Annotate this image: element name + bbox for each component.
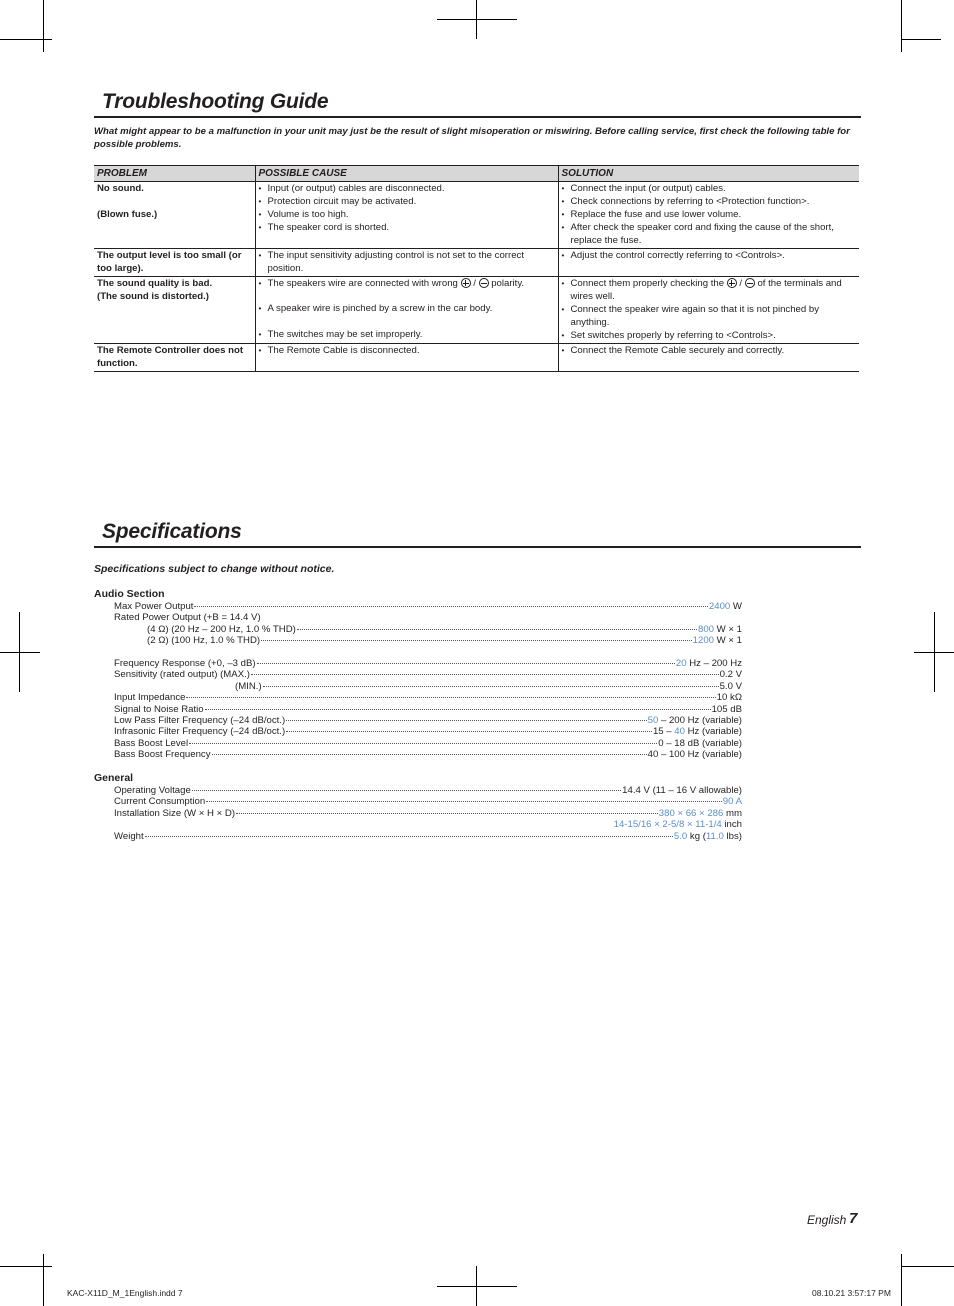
table-row bbox=[94, 182, 859, 249]
cause-text: polarity. bbox=[491, 278, 525, 289]
spec-value: 2400 bbox=[708, 601, 731, 612]
spec-label: (4 Ω) (20 Hz – 200 Hz, 1.0 % THD) bbox=[147, 623, 296, 635]
solution-text: Connect them properly checking the bbox=[570, 278, 725, 289]
spec-value: 10 kΩ bbox=[716, 692, 742, 704]
spec-label: Infrasonic Filter Frequency (–24 dB/oct.) bbox=[114, 726, 286, 738]
general-spec-list bbox=[114, 785, 742, 842]
solution-cell bbox=[558, 182, 859, 249]
specifications-title: Specifications bbox=[102, 520, 242, 543]
spec-value: 90 bbox=[722, 796, 734, 808]
spec-unit: W × 1 bbox=[714, 635, 742, 647]
solution-cell bbox=[558, 344, 859, 372]
spec-row bbox=[114, 715, 742, 726]
solution-item: • Connect the speaker wire again so that it is not pinched by anything. bbox=[562, 303, 857, 329]
spec-value: 0.2 V bbox=[719, 669, 742, 681]
spec-label: Bass Boost Frequency bbox=[114, 749, 211, 761]
spec-row bbox=[114, 726, 742, 737]
footer-language: English bbox=[807, 1213, 847, 1227]
spec-label: Bass Boost Level bbox=[114, 737, 189, 749]
title-rule bbox=[94, 546, 861, 548]
cause-item: • Volume is too high. bbox=[259, 208, 555, 221]
solution-item: • Replace the fuse and use lower volume. bbox=[562, 208, 857, 221]
spec-value: 380 × 66 × 286 bbox=[658, 807, 724, 819]
spec-row bbox=[114, 738, 742, 749]
general-section-heading: General bbox=[94, 772, 134, 784]
title-rule bbox=[94, 116, 861, 118]
spec-row bbox=[114, 819, 742, 830]
audio-spec-list bbox=[114, 601, 742, 760]
spec-row bbox=[114, 704, 742, 715]
spec-row bbox=[114, 692, 742, 703]
spec-value: 20 bbox=[675, 657, 687, 669]
spec-row bbox=[114, 785, 742, 796]
spec-label: Installation Size (W × H × D) bbox=[114, 807, 236, 819]
solution-cell bbox=[558, 277, 859, 344]
spec-unit: Hz – 200 Hz bbox=[686, 657, 742, 669]
solution-item: • Connect the Remote Cable securely and correctly. bbox=[562, 344, 857, 357]
header-cause: POSSIBLE CAUSE bbox=[255, 166, 558, 182]
cause-item: • The speaker cord is shorted. bbox=[259, 221, 555, 234]
spec-label: Operating Voltage bbox=[114, 785, 191, 796]
table-row bbox=[94, 249, 859, 277]
spec-label: Frequency Response (+0, –3 dB) bbox=[114, 657, 256, 669]
spec-unit: lbs) bbox=[723, 830, 742, 842]
spec-unit: mm bbox=[723, 807, 742, 819]
spec-value: 40 bbox=[674, 726, 685, 738]
spec-unit: kg ( bbox=[687, 830, 706, 842]
cause-item: • Protection circuit may be activated. bbox=[259, 195, 555, 208]
problem-cell bbox=[94, 344, 255, 372]
spec-row bbox=[114, 635, 742, 646]
plus-polarity-icon bbox=[727, 278, 737, 288]
troubleshooting-title: Troubleshooting Guide bbox=[102, 90, 329, 113]
solution-item: • Check connections by referring to <Protection function>. bbox=[562, 195, 857, 208]
spec-unit: Hz (variable) bbox=[684, 726, 742, 738]
cause-item: • The switches may be set improperly. bbox=[259, 328, 555, 341]
spec-value: 800 bbox=[697, 623, 714, 635]
problem-text: The sound quality is bad. bbox=[97, 278, 213, 289]
spec-value: 50 bbox=[647, 714, 659, 726]
spec-label: Max Power Output bbox=[114, 601, 194, 612]
minus-polarity-icon bbox=[479, 278, 489, 288]
spec-value: 5.0 bbox=[673, 830, 688, 842]
spec-row bbox=[114, 601, 742, 612]
cause-item: • The Remote Cable is disconnected. bbox=[259, 344, 555, 357]
cause-cell bbox=[255, 344, 558, 372]
specifications-notice: Specifications subject to change without notice. bbox=[94, 563, 335, 575]
solution-text: of the terminals and wires well. bbox=[570, 278, 842, 302]
spec-row bbox=[114, 831, 742, 842]
cause-item: • Input (or output) cables are disconnected. bbox=[259, 182, 555, 195]
cause-text: The speakers wire are connected with wrong bbox=[267, 278, 458, 289]
plus-polarity-icon bbox=[461, 278, 471, 288]
solution-item: • Set switches properly by referring to <Controls>. bbox=[562, 329, 857, 342]
problem-text: (The sound is distorted.) bbox=[97, 291, 209, 302]
spec-value: 5.0 V bbox=[719, 680, 742, 692]
solution-item: • After check the speaker cord and fixing the cause of the short, replace the fuse. bbox=[562, 221, 857, 247]
spec-unit: inch bbox=[721, 819, 742, 831]
audio-section-heading: Audio Section bbox=[94, 588, 165, 600]
spec-row bbox=[114, 658, 742, 669]
spec-value: 105 dB bbox=[711, 703, 742, 715]
spec-label: Rated Power Output (+B = 14.4 V) bbox=[114, 612, 261, 624]
solution-item: • Adjust the control correctly referring to <Controls>. bbox=[562, 249, 857, 262]
spec-row bbox=[114, 796, 742, 807]
spec-value: 14.4 V (11 – 16 V allowable) bbox=[622, 785, 742, 796]
cause-item: • A speaker wire is pinched by a screw in the car body. bbox=[259, 302, 555, 315]
problem-text: The Remote Controller does not function. bbox=[97, 345, 244, 369]
header-solution: SOLUTION bbox=[558, 166, 859, 182]
solution-cell bbox=[558, 249, 859, 277]
solution-item: • Connect the input (or output) cables. bbox=[562, 182, 857, 195]
spec-row bbox=[114, 681, 742, 692]
spec-label: Current Consumption bbox=[114, 796, 206, 808]
problem-text: No sound. bbox=[97, 183, 144, 194]
spec-row bbox=[114, 612, 742, 623]
slug-timestamp: 08.10.21 3:57:17 PM bbox=[812, 1288, 891, 1298]
spec-label: (MIN.) bbox=[235, 680, 262, 692]
troubleshooting-table bbox=[94, 165, 859, 372]
cause-cell bbox=[255, 277, 558, 344]
problem-text: The output level is too small (or too large). bbox=[97, 250, 242, 274]
problem-cell bbox=[94, 249, 255, 277]
cause-item: • The speakers wire are connected with wrong / polarity. bbox=[259, 277, 555, 290]
cause-cell bbox=[255, 182, 558, 249]
table-header-row bbox=[94, 166, 859, 182]
cause-item: • The input sensitivity adjusting control is not set to the correct position. bbox=[259, 249, 555, 275]
spec-row bbox=[114, 669, 742, 680]
spec-label: (2 Ω) (100 Hz, 1.0 % THD) bbox=[147, 635, 261, 647]
slug-filename: KAC-X11D_M_1English.indd 7 bbox=[67, 1288, 183, 1298]
spec-row bbox=[114, 808, 742, 819]
spec-label: Signal to Noise Ratio bbox=[114, 703, 204, 715]
spec-value: 1200 bbox=[692, 635, 714, 647]
spec-label: Sensitivity (rated output) (MAX.) bbox=[114, 669, 250, 681]
spec-value: 40 – 100 Hz (variable) bbox=[647, 749, 742, 761]
header-problem: PROBLEM bbox=[94, 166, 255, 182]
table-row bbox=[94, 344, 859, 372]
spec-label: Weight bbox=[114, 830, 144, 842]
troubleshooting-intro: What might appear to be a malfunction in your unit may just be the result of slight misoperation or miswiring. Before calling service, first check the following table for possible problems. bbox=[94, 126, 850, 150]
spec-row bbox=[114, 624, 742, 635]
spec-label: Low Pass Filter Frequency (–24 dB/oct.) bbox=[114, 714, 286, 726]
spec-row bbox=[114, 749, 742, 760]
spec-value: 15 – bbox=[652, 726, 675, 738]
spec-unit: A bbox=[733, 796, 742, 808]
problem-cell bbox=[94, 277, 255, 344]
spec-unit: W × 1 bbox=[714, 623, 742, 635]
spec-unit: W bbox=[730, 601, 742, 612]
cause-cell bbox=[255, 249, 558, 277]
spec-value: 0 – 18 dB (variable) bbox=[658, 737, 742, 749]
minus-polarity-icon bbox=[745, 278, 755, 288]
spec-unit: – 200 Hz (variable) bbox=[658, 714, 742, 726]
spec-value: 11.0 bbox=[705, 830, 724, 842]
table-row bbox=[94, 277, 859, 344]
spec-value: 14-15/16 × 2-5/8 × 11-1/4 bbox=[613, 819, 722, 831]
problem-cell bbox=[94, 182, 255, 249]
page-number: 7 bbox=[849, 1210, 858, 1227]
solution-item: • Connect them properly checking the / of the terminals and wires well. bbox=[562, 277, 857, 303]
spec-label: Input Impedance bbox=[114, 692, 186, 704]
problem-text: (Blown fuse.) bbox=[97, 209, 158, 220]
